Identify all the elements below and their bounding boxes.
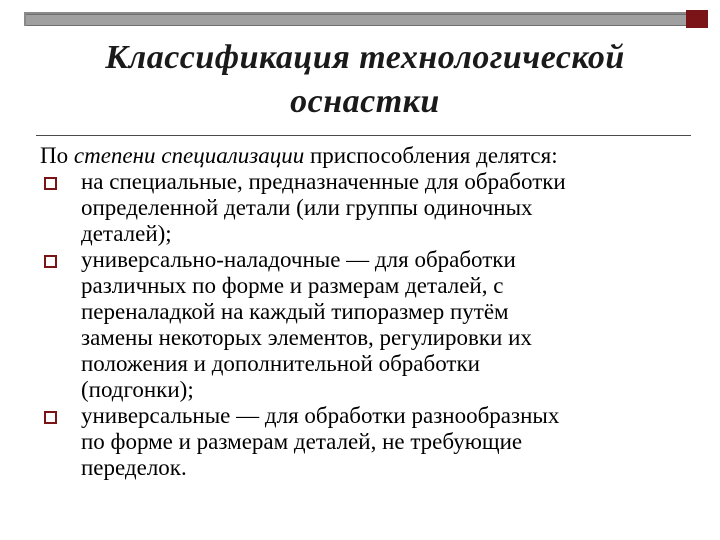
slide-title-line-1: Классификация технологической [105, 39, 625, 76]
hollow-square-bullet-icon [44, 411, 57, 424]
slide-title-line-2: оснастки [290, 83, 440, 120]
list-item-line: переделок. [81, 455, 187, 480]
list-item-universal-adjustable [40, 247, 700, 403]
title-divider [36, 135, 691, 136]
list-item-special [40, 169, 700, 247]
hollow-square-bullet-icon [44, 177, 57, 190]
list-item-line: положения и дополнительной обработки [81, 351, 480, 376]
list-item-line: определенной детали (или группы одиночных [81, 195, 533, 220]
list-item-line: на специальные, предназначенные для обработки [81, 169, 566, 194]
hollow-square-bullet-icon [44, 255, 57, 268]
intro-emphasis: степени специализации [73, 143, 305, 168]
intro-sentence [40, 143, 700, 169]
list-item-universal [40, 403, 700, 481]
slide-body [40, 143, 700, 481]
list-item-line: универсальные — для обработки разнообразных [81, 403, 560, 428]
corner-square-icon [686, 10, 708, 28]
top-frame-bar-inner [26, 14, 687, 26]
list-item-line: замены некоторых элементов, регулировки их [81, 325, 532, 350]
list-item-line: различных по форме и размерам деталей, с [81, 273, 504, 298]
list-item-line: переналадкой на каждый типоразмер путём [81, 299, 509, 324]
list-item-line: по форме и размерам деталей, не требующие [81, 429, 523, 454]
classification-list [40, 169, 700, 481]
list-item-line: деталей); [81, 221, 172, 246]
slide-title [40, 36, 690, 124]
list-item-line: (подгонки); [81, 377, 194, 402]
intro-suffix: приспособления делятся: [304, 143, 558, 168]
list-item-line: универсально-наладочные — для обработки [81, 247, 516, 272]
intro-prefix: По [40, 143, 74, 168]
